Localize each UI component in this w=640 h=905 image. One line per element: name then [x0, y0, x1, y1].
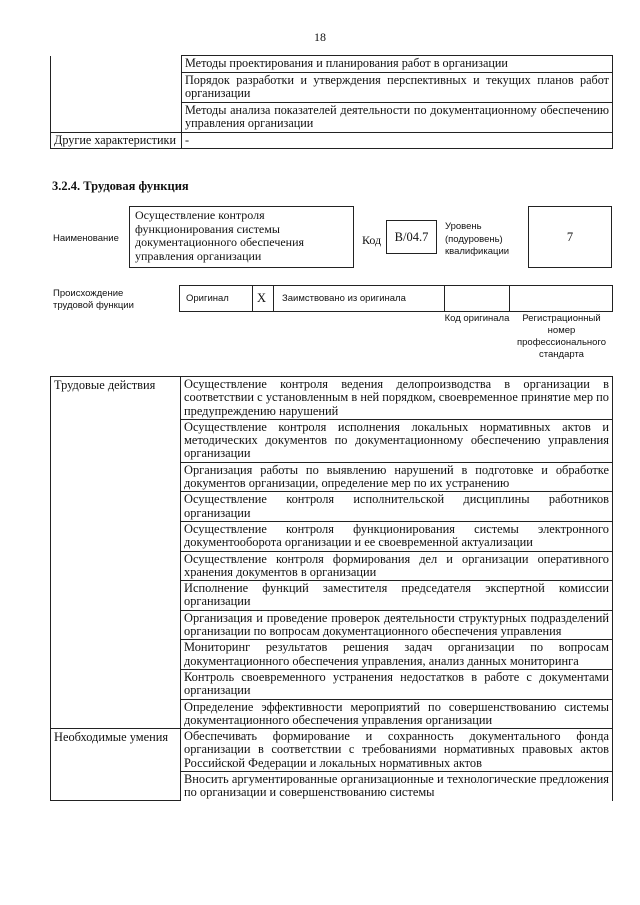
code-value-box — [386, 220, 437, 254]
labor-action-item: Определение эффективности мероприятий по совершенствованию системы документационного обеспечения управления организации — [181, 699, 613, 729]
labor-action-item: Осуществление контроля исполнения локальных нормативных актов и методических документов по документационному обеспечению управления организации — [181, 419, 613, 462]
origin-label: Происхождение трудовой функции — [53, 288, 134, 311]
skill-item: Вносить аргументированные организационные и технологические предложения по организации и совершенствованию системы — [181, 772, 613, 801]
page-number: 18 — [314, 30, 326, 44]
section-heading: 3.2.4. Трудовая функция — [52, 179, 189, 193]
other-characteristics-value: - — [182, 132, 613, 149]
table-cell-label — [51, 56, 182, 133]
labor-action-item: Организация и проведение проверок деятельности структурных подразделений организации по вопросам документационного обеспечения управления — [181, 610, 613, 640]
code-label: Код — [362, 233, 382, 247]
origin-mark: X — [257, 291, 267, 305]
labor-action-item: Исполнение функций заместителя председателя экспертной комиссии организации — [181, 581, 613, 611]
table-cell-text: Порядок разработки и утверждения перспективных и текущих планов работ организации — [182, 72, 613, 102]
function-name-value: Осуществление контроля функционирования системы документационного обеспечения управления организации — [135, 208, 305, 263]
table-cell-text: Методы анализа показателей деятельности по документационному обеспечению управления организации — [182, 102, 613, 132]
actions-label: Трудовые действия — [51, 377, 181, 729]
labor-action-item: Осуществление контроля исполнительской дисциплины работников организации — [181, 492, 613, 522]
labor-action-item: Осуществление контроля формирования дел и организации оперативного хранения документов в организации — [181, 551, 613, 581]
origin-original: Оригинал — [186, 293, 229, 304]
origin-reg-caption: Регистрационный номер профессионального стандарта — [517, 313, 606, 360]
function-name-box — [129, 206, 354, 268]
level-label: Уровень (подуровень) квалификации — [445, 221, 510, 257]
labor-action-item: Организация работы по выявлению нарушений в подготовке и обработке документов организации, определение мер по их устранению — [181, 462, 613, 492]
table-row — [51, 729, 613, 772]
labor-action-item: Контроль своевременного устранения недостатков в работе с документами организации — [181, 669, 613, 699]
skill-item: Обеспечивать формирование и сохранность документального фонда организации в соответствии с требованиями нормативных правовых актов Российской Федерации и локальных нормативных актов — [181, 729, 613, 772]
origin-code-caption: Код оригинала — [444, 313, 510, 324]
level-value-box — [528, 206, 612, 268]
labor-action-item: Осуществление контроля функционирования системы электронного документооборота организации и ее своевременной актуализации — [181, 521, 613, 551]
table-cell-text: Методы проектирования и планирования работ в организации — [182, 56, 613, 73]
level-value: 7 — [566, 230, 574, 244]
other-characteristics-label: Другие характеристики — [51, 132, 182, 149]
table-row — [51, 132, 613, 149]
table-row — [51, 56, 613, 73]
labor-function-table — [50, 376, 613, 801]
skills-label: Необходимые умения — [51, 729, 181, 801]
code-value: B/04.7 — [394, 230, 429, 244]
labor-action-item: Осуществление контроля ведения делопроизводства в организации в соответствии с установленным в ней порядком, своевременное принятие мер по предупреждению нарушений — [181, 377, 613, 420]
knowledge-table — [50, 55, 613, 149]
table-row — [51, 377, 613, 420]
origin-code-cell — [444, 285, 510, 312]
origin-borrowed: Заимствовано из оригинала — [282, 293, 406, 304]
labor-action-item: Мониторинг результатов решения задач организации по вопросам документационного обеспечения управления, анализ данных мониторинга — [181, 640, 613, 670]
name-label: Наименование — [53, 233, 119, 244]
